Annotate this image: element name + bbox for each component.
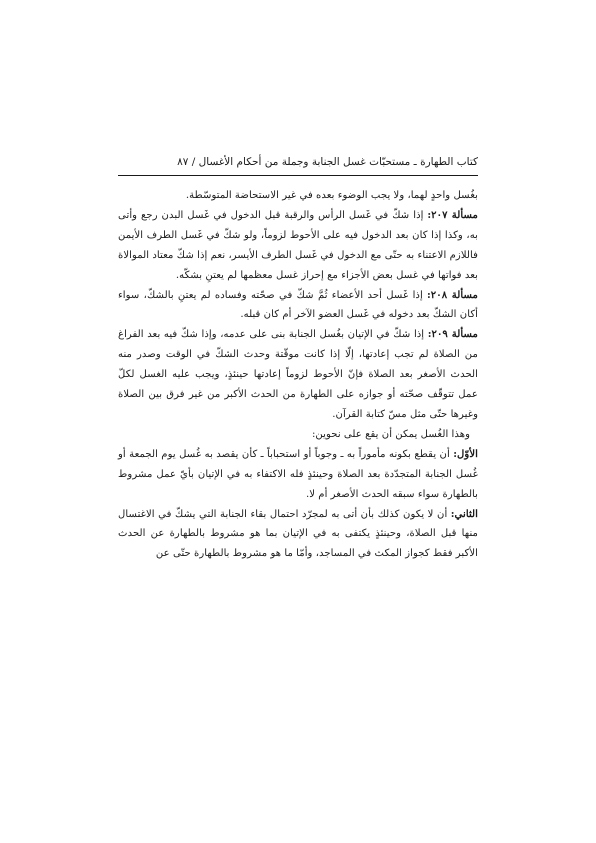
paragraph-text: أن لا يكون كذلك بأن أتى به لمجرّد احتمال بقاء الجنابة التي يشكّ في الاغتسال منها قبل الصلاة، وحينئذٍ يكتفى به في الإتيان بما هو مشروط بالطهارة عن الحدث الأكبر فقط كجواز المكث في المساجد، وأمّا ما هو مشروط بالطهارة حتّى عن bbox=[118, 508, 478, 560]
paragraph-text: إذا غَسل أحد الأعضاء ثُمَّ شكّ في صحّته وفساده لم يعتنِ بالشكّ، سواء أكان الشكّ بعد دخوله في غَسل العضو الآخر أم كان قبله. bbox=[118, 289, 478, 321]
issue-label: مسألة ٢٠٩: bbox=[427, 328, 479, 341]
paragraph-issue-208 bbox=[118, 286, 478, 326]
point-label: الأوّل: bbox=[453, 447, 478, 460]
paragraph-issue-209 bbox=[118, 325, 478, 425]
issue-label: مسألة ٢٠٧: bbox=[427, 208, 479, 221]
issue-label: مسألة ٢٠٨: bbox=[427, 288, 478, 301]
paragraph-second-way bbox=[118, 505, 478, 565]
body-text bbox=[118, 186, 478, 564]
header-rule bbox=[118, 175, 478, 176]
paragraph-issue-207 bbox=[118, 206, 478, 286]
paragraph-first-way bbox=[118, 445, 478, 505]
paragraph-two-ways bbox=[118, 425, 478, 445]
paragraph-text: إذا شكّ في الإتيان بغُسل الجنابة بنى على عدمه، وإذا شكّ فيه بعد الفراغ من الصلاة لم تجب إعادتها، إلّا إذا كانت موقّتة وحدث الشكّ في الوقت وصدر منه الحدث الأصغر بعد الصلاة فإنّ الأحوط لزوماً إعادتها حينئذٍ، ويجب عليه الغسل لكلّ عمل تتوقّف صحّته أو جوازه على الطهارة من الحدث الأكبر من غير فرق بين الصلاة وغيرها حتّى مثل مسّ كتابة القرآن. bbox=[118, 329, 478, 420]
paragraph-text: بغُسل واحدٍ لهما، ولا يجب الوضوء بعده في غير الاستحاضة المتوسّطة. bbox=[185, 190, 478, 201]
paragraph-continuation bbox=[118, 186, 478, 206]
paragraph-text: إذا شكّ في غَسل الرأس والرقبة قبل الدخول في غَسل البدن رجع وأتى به، وكذا إذا كان بعد الدخول فيه على الأحوط لزوماً، ولو شكّ في غَسل الطرف الأيمن فاللازم الاعتناء به حتّى مع الدخول في غَسل الطرف الأيسر، نعم إذا شكّ معتاد الموالاة بعد فواتها في غسل بعض الأجزاء مع إحراز غسل معظمها لم يعتنِ بشكّه. bbox=[118, 209, 478, 281]
running-header: كتاب الطهارة ـ مستحبّات غسل الجنابة وجملة من أحكام الأغسال / ٨٧ bbox=[177, 156, 478, 168]
paragraph-text: أن يقطع بكونه مأموراً به ـ وجوباً أو استحباباً ـ كأن يقصد به غُسل يوم الجمعة أو غُسل الجنابة المتجدّدة بعد الصلاة وحينئذٍ فله الاكتفاء به في الإتيان بأيّ عمل مشروط بالطهارة سواء سبقه الحدث الأصغر أم لا. bbox=[118, 448, 478, 500]
paragraph-text: وهذا الغُسل يمكن أن يقع على نحوين: bbox=[311, 428, 470, 440]
point-label: الثاني: bbox=[450, 507, 478, 520]
